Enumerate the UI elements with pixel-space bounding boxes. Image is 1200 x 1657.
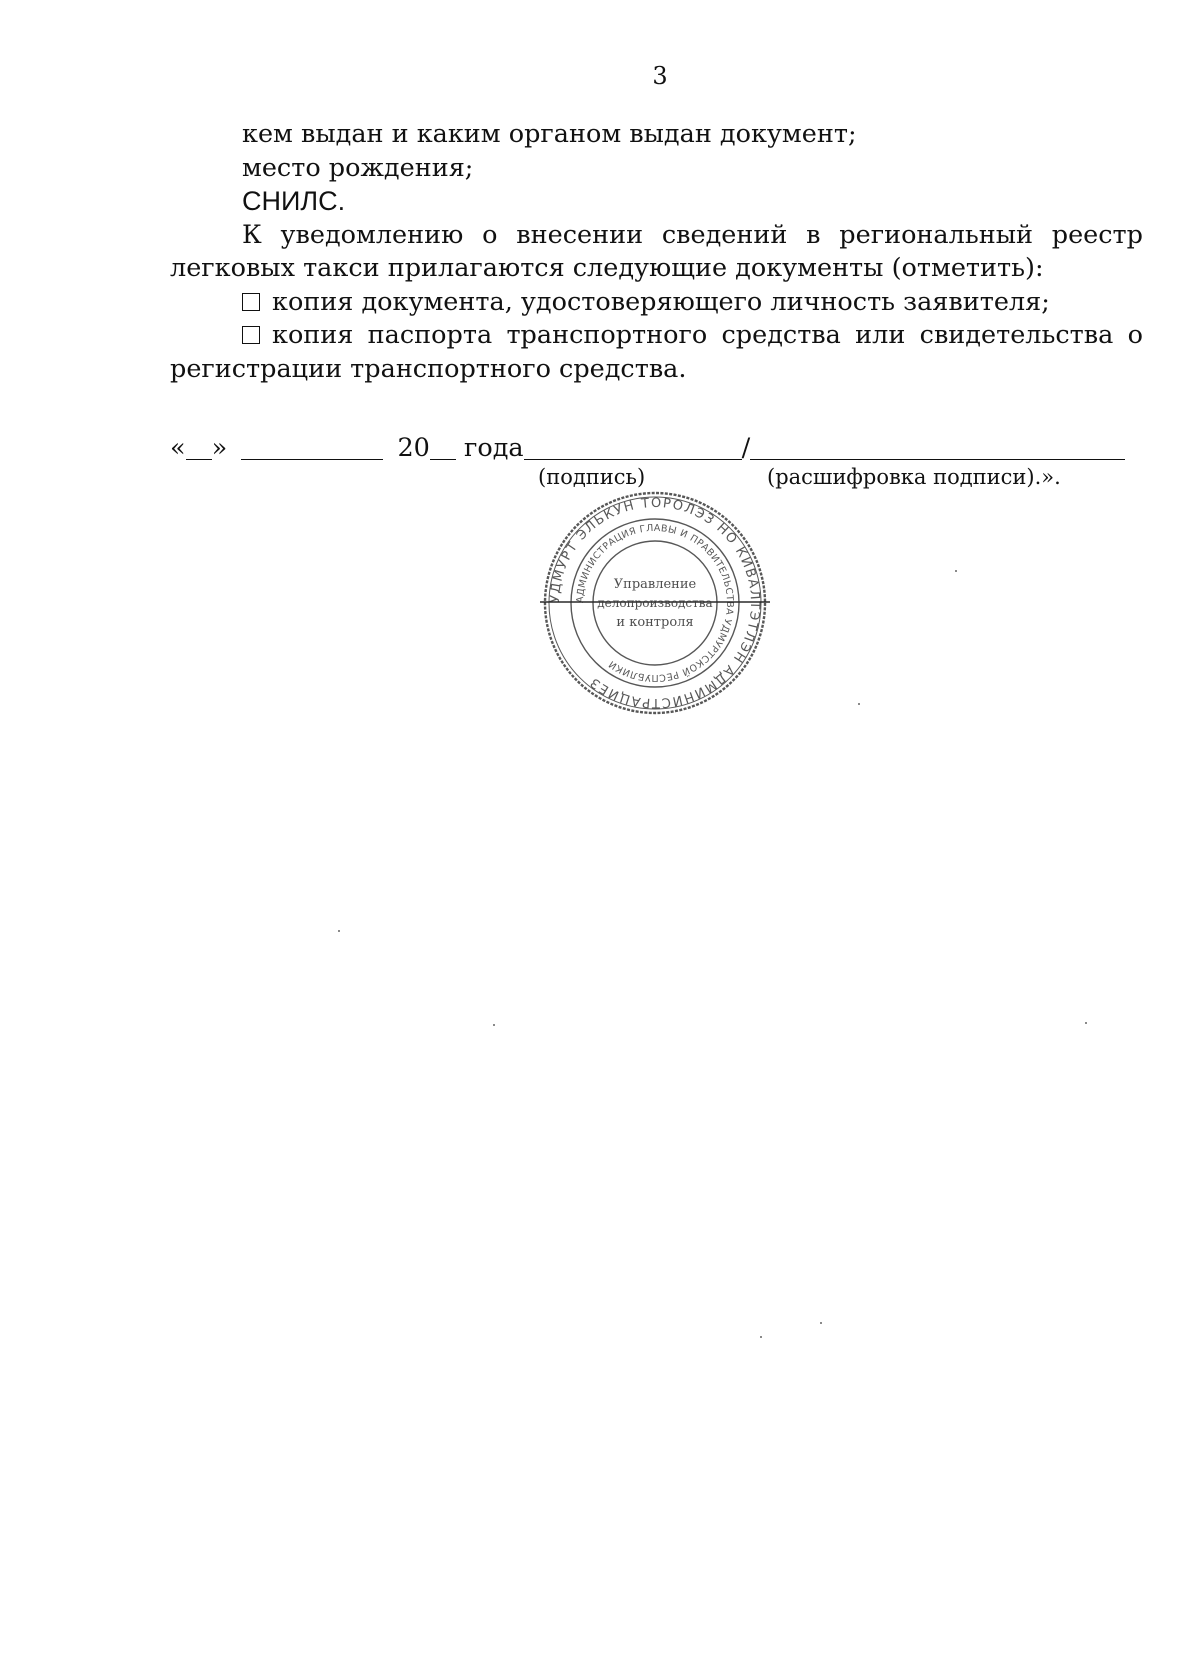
signature-decoding-caption: (расшифровка подписи).». [767,465,1061,489]
seal-center-line-1: Управление [613,577,697,592]
seal-inner-text: АДМИНИСТРАЦИЯ ГЛАВЫ И ПРАВИТЕЛЬСТВА УДМУРТСКОЙ РЕСПУБЛИКИ [574,522,736,684]
quote-open: « [170,433,186,463]
official-seal [540,488,770,718]
document-body [170,118,1143,386]
scan-speck [955,570,957,572]
scan-speck [338,930,340,932]
scan-speck [760,1336,762,1338]
signature-decoding-blank[interactable] [750,437,1125,460]
checkbox-label: копия паспорта транспортного средства или свидетельства о регистрации транспортного средства. [170,320,1143,384]
date-signature-line [170,433,1110,463]
year-prefix: 20 [397,433,430,463]
quote-close: » [211,433,228,463]
scan-speck [820,1322,822,1324]
checkbox-icon[interactable] [242,326,260,344]
year-suffix: года [464,433,524,463]
scan-speck [858,703,860,705]
signature-blank[interactable] [524,437,742,460]
checkbox-icon[interactable] [242,293,260,311]
signature-caption: (подпись) [538,465,646,489]
paragraph-snils: СНИЛС. [242,186,346,216]
paragraph-issued-by: кем выдан и каким органом выдан документ; [242,119,857,149]
paragraph-birthplace: место рождения; [242,152,474,183]
checkbox-item-id-copy[interactable] [170,286,1143,320]
seal-outer-text: УДМУРТ ЭЛЬКУН ТОРОЛЭЗ НО КИВАЛТЭТЛЭН АДМИНИСТРАЦИЕЗ [547,495,763,711]
year-blank[interactable] [430,437,456,460]
separator: / [741,433,751,463]
scan-speck [1085,1022,1087,1024]
checkbox-label: копия документа, удостоверяющего личность заявителя; [272,286,1050,317]
day-blank[interactable] [186,437,212,460]
checkbox-item-vehicle-passport[interactable] [170,319,1143,386]
seal-center-line-3: и контроля [616,615,694,630]
scan-speck [493,1024,495,1026]
month-blank[interactable] [241,437,383,460]
page-number: 3 [652,62,668,90]
paragraph-attachments-intro: К уведомлению о внесении сведений в региональный реестр легковых такси прилагаются следующие документы (отметить): [170,219,1143,283]
seal-center-line-2: делопроизводства [597,596,713,610]
